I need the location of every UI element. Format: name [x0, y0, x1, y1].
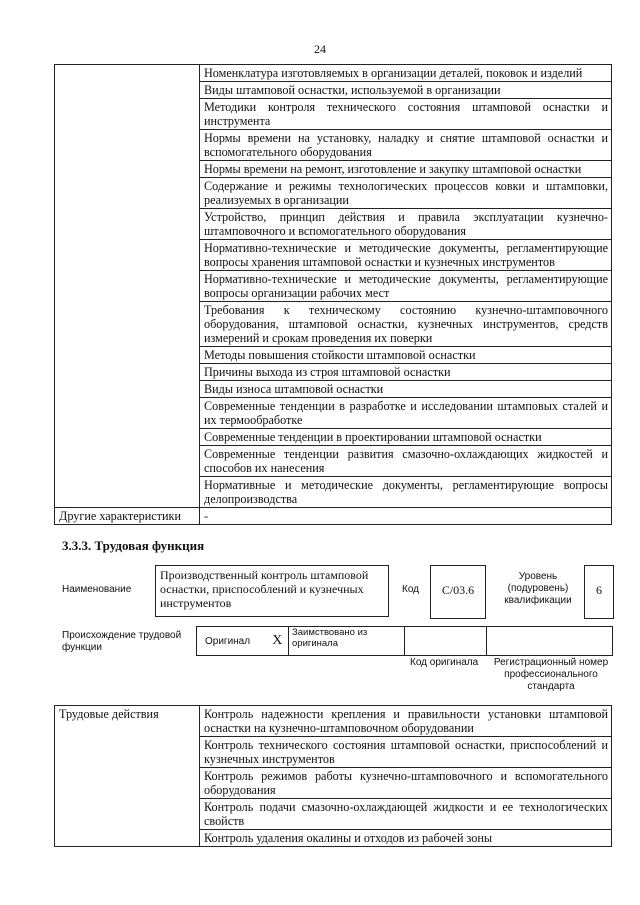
labor-action-item: Контроль подачи смазочно-охлаждающей жидкости и ее технологических свойств	[200, 799, 612, 830]
original-mark: Х	[267, 627, 289, 656]
knowledge-item: Современные тенденции в проектировании штамповой оснастки	[200, 429, 612, 446]
section-heading: 3.3.3. Трудовая функция	[62, 538, 205, 553]
knowledge-item: Причины выхода из строя штамповой оснастки	[200, 364, 612, 381]
knowledge-item: Современные тенденции в разработке и исследовании штамповых сталей и их термообработке	[200, 398, 612, 429]
knowledge-item: Требования к техническому состоянию кузнечно-штамповочного оборудования, штамповой оснастки, кузнечных инструментов, средств измерений и срокам проведения их поверки	[200, 302, 612, 347]
qualification-level-box: 6	[584, 565, 614, 619]
knowledge-item: Нормативные и методические документы, регламентирующие вопросы делопроизводства	[200, 477, 612, 508]
page-number: 24	[314, 42, 326, 56]
table-row	[197, 627, 613, 656]
labor-action-item: Контроль удаления окалины и отходов из рабочей зоны	[200, 830, 612, 847]
original-cell: Оригинал	[197, 627, 267, 656]
knowledge-table	[54, 64, 612, 525]
knowledge-item: Методики контроля технического состояния штамповой оснастки и инструмента	[200, 99, 612, 130]
knowledge-item: Номенклатура изготовляемых в организации деталей, поковок и изделий	[200, 65, 612, 82]
table-row	[55, 706, 612, 737]
knowledge-item: Современные тенденции развития смазочно-охлаждающих жидкостей и способов их нанесения	[200, 446, 612, 477]
knowledge-label-cell	[55, 65, 200, 508]
origin-table	[196, 626, 613, 656]
knowledge-item: Содержание и режимы технологических процессов ковки и штамповки, реализуемых в организации	[200, 178, 612, 209]
code-label: Код	[402, 584, 420, 595]
origin-code-label: Код оригинала	[410, 657, 479, 668]
labor-actions-table	[54, 705, 612, 847]
labor-action-item: Контроль режимов работы кузнечно-штамповочного и вспомогательного оборудования	[200, 768, 612, 799]
knowledge-item: Нормативно-технические и методические документы, регламентирующие вопросы хранения штамповой оснастки и кузнечных инструментов	[200, 240, 612, 271]
function-name-box: Производственный контроль штамповой оснастки, приспособлений и кузнечных инструментов	[155, 565, 389, 617]
function-code-box: С/03.6	[430, 565, 486, 619]
borrowed-cell: Заимствовано из оригинала	[289, 627, 405, 656]
other-characteristics-value: -	[200, 508, 612, 525]
reg-number-label: Регистрационный номер профессионального стандарта	[493, 657, 609, 692]
knowledge-item: Нормы времени на ремонт, изготовление и закупку штамповой оснастки	[200, 161, 612, 178]
qualification-level-label: Уровень (подуровень) квалификации	[504, 571, 572, 606]
origin-label: Происхождение трудовой функции	[62, 630, 182, 653]
knowledge-item: Нормативно-технические и методические документы, регламентирующие вопросы организации рабочих мест	[200, 271, 612, 302]
labor-action-item: Контроль технического состояния штамповой оснастки, приспособлений и кузнечных инструментов	[200, 737, 612, 768]
knowledge-item: Виды штамповой оснастки, используемой в организации	[200, 82, 612, 99]
other-characteristics-label: Другие характеристики	[55, 508, 200, 525]
origin-code-cell	[405, 627, 487, 656]
table-row	[55, 65, 612, 82]
table-row	[55, 508, 612, 525]
knowledge-item: Виды износа штамповой оснастки	[200, 381, 612, 398]
knowledge-item: Методы повышения стойкости штамповой оснастки	[200, 347, 612, 364]
labor-actions-label: Трудовые действия	[55, 706, 200, 847]
labor-action-item: Контроль надежности крепления и правильности установки штамповой оснастки на кузнечно-штамповочном оборудовании	[200, 706, 612, 737]
name-label: Наименование	[62, 584, 132, 595]
reg-number-cell	[487, 627, 613, 656]
knowledge-item: Нормы времени на установку, наладку и снятие штамповой оснастки и вспомогательного оборудования	[200, 130, 612, 161]
knowledge-item: Устройство, принцип действия и правила эксплуатации кузнечно-штамповочного и вспомогательного оборудования	[200, 209, 612, 240]
